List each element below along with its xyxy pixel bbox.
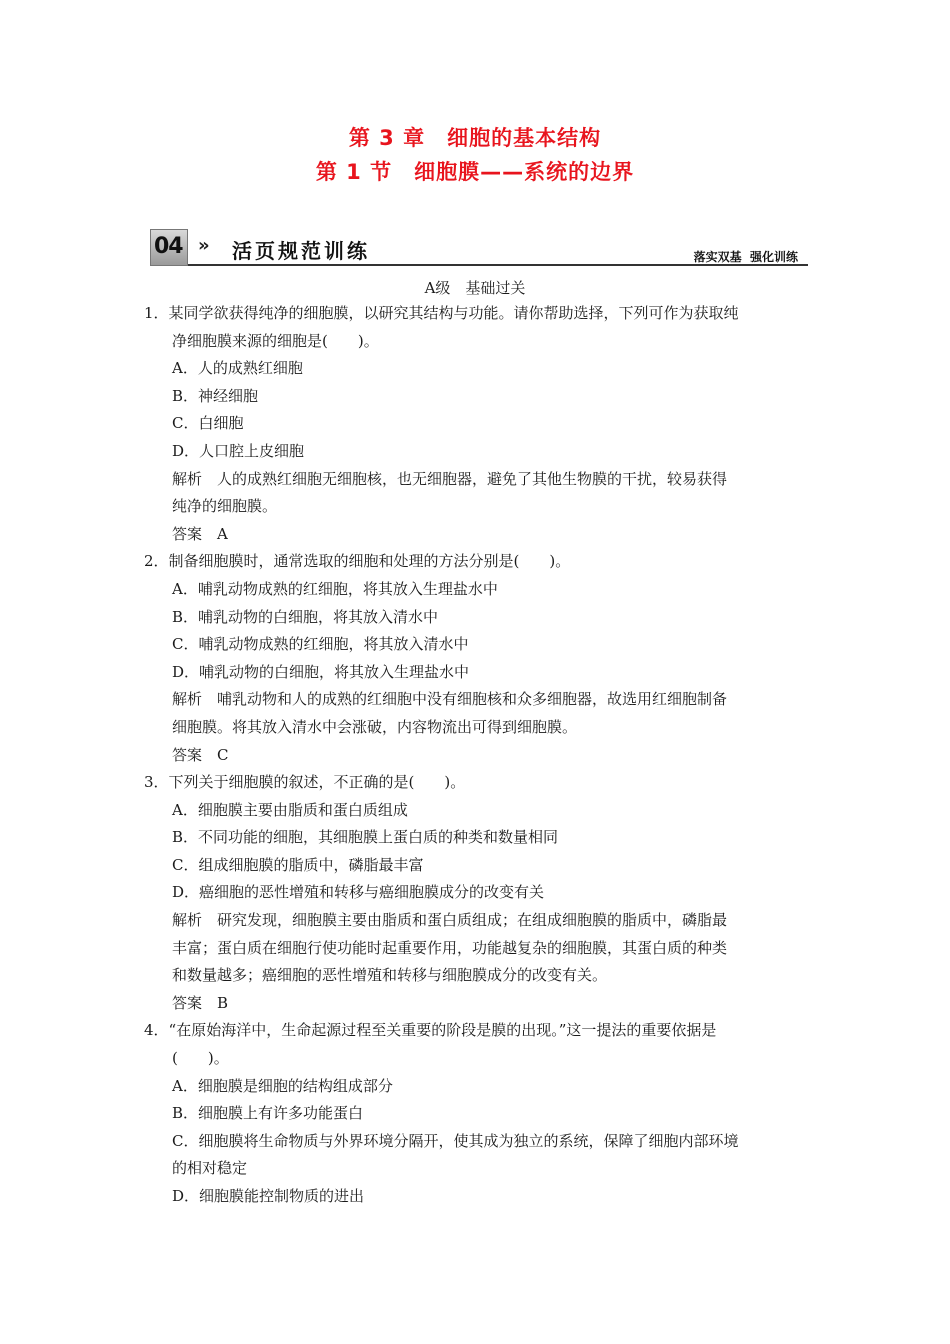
question-4 [0, 1017, 950, 1210]
option-b: B．哺乳动物的白细胞，将其放入清水中 [172, 607, 439, 626]
option-b: B．神经细胞 [172, 386, 259, 405]
chapter-title: 第 3 章 细胞的基本结构 [348, 126, 602, 150]
question-3 [0, 769, 950, 1017]
option-a: A．细胞膜主要由脂质和蛋白质组成 [172, 800, 408, 819]
option-a: A．人的成熟红细胞 [172, 359, 303, 378]
answer: 答案 A [172, 524, 228, 543]
answer: 答案 C [172, 745, 229, 764]
question-stem: 4．“在原始海洋中，生命起源过程至关重要的阶段是膜的出现。”这一提法的重要依据是 [144, 1021, 717, 1040]
answer: 答案 B [172, 993, 229, 1012]
question-stem: 2．制备细胞膜时，通常选取的细胞和处理的方法分别是( )。 [144, 552, 571, 571]
option-d: D．哺乳动物的白细胞，将其放入生理盐水中 [172, 662, 470, 681]
option-c: C．细胞膜将生命物质与外界环境分隔开，使其成为独立的系统，保障了细胞内部环境 [172, 1131, 739, 1150]
banner-underline [188, 264, 808, 266]
option-d: D．癌细胞的恶性增殖和转移与癌细胞膜成分的改变有关 [172, 883, 545, 902]
explanation-cont: 纯净的细胞膜。 [172, 497, 278, 516]
banner-title: 活页规范训练 [232, 239, 370, 263]
option-c: C．白细胞 [172, 414, 244, 433]
option-c: C．组成细胞膜的脂质中，磷脂最丰富 [172, 855, 424, 874]
explanation-cont: 和数量越多；癌细胞的恶性增殖和转移与细胞膜成分的改变有关。 [172, 966, 608, 985]
question-1 [0, 300, 950, 548]
question-stem-cont: 净细胞膜来源的细胞是( )。 [172, 331, 379, 350]
double-arrow-icon: » [198, 235, 210, 256]
option-c: C．哺乳动物成熟的红细胞，将其放入清水中 [172, 635, 469, 654]
explanation: 解析 人的成熟红细胞无细胞核，也无细胞器，避免了其他生物膜的干扰，较易获得 [172, 469, 728, 488]
section-title: 第 1 节 细胞膜——系统的边界 [315, 160, 635, 184]
option-a: A．细胞膜是细胞的结构组成部分 [172, 1076, 393, 1095]
question-stem: 1．某同学欲获得纯净的细胞膜，以研究其结构与功能。请你帮助选择，下列可作为获取纯 [144, 304, 739, 322]
question-2 [0, 548, 950, 769]
option-a: A．哺乳动物成熟的红细胞，将其放入生理盐水中 [172, 579, 498, 598]
banner-subtitle: 落实双基 强化训练 [693, 250, 798, 264]
explanation: 解析 研究发现，细胞膜主要由脂质和蛋白质组成；在组成细胞膜的脂质中，磷脂最 [172, 911, 728, 930]
option-d: D．细胞膜能控制物质的进出 [172, 1187, 365, 1205]
practice-banner [150, 229, 808, 269]
option-b: B．细胞膜上有许多功能蛋白 [172, 1104, 364, 1123]
explanation: 解析 哺乳动物和人的成熟的红细胞中没有细胞核和众多细胞器，故选用红细胞制备 [172, 690, 728, 709]
level-heading: A级 基础过关 [424, 279, 526, 297]
option-d: D．人口腔上皮细胞 [172, 441, 305, 460]
question-stem-cont: ( )。 [172, 1049, 229, 1068]
explanation-cont: 细胞膜。将其放入清水中会涨破，内容物流出可得到细胞膜。 [172, 717, 578, 736]
badge-number: 04 [154, 234, 183, 259]
banner-badge [150, 229, 188, 266]
option-c-cont: 的相对稳定 [172, 1159, 248, 1178]
option-b: B．不同功能的细胞，其细胞膜上蛋白质的种类和数量相同 [172, 828, 559, 847]
questions [0, 300, 950, 1211]
explanation-cont: 丰富；蛋白质在细胞行使功能时起重要作用，功能越复杂的细胞膜，其蛋白质的种类 [172, 938, 728, 957]
question-stem: 3．下列关于细胞膜的叙述，不正确的是( )。 [144, 773, 466, 792]
